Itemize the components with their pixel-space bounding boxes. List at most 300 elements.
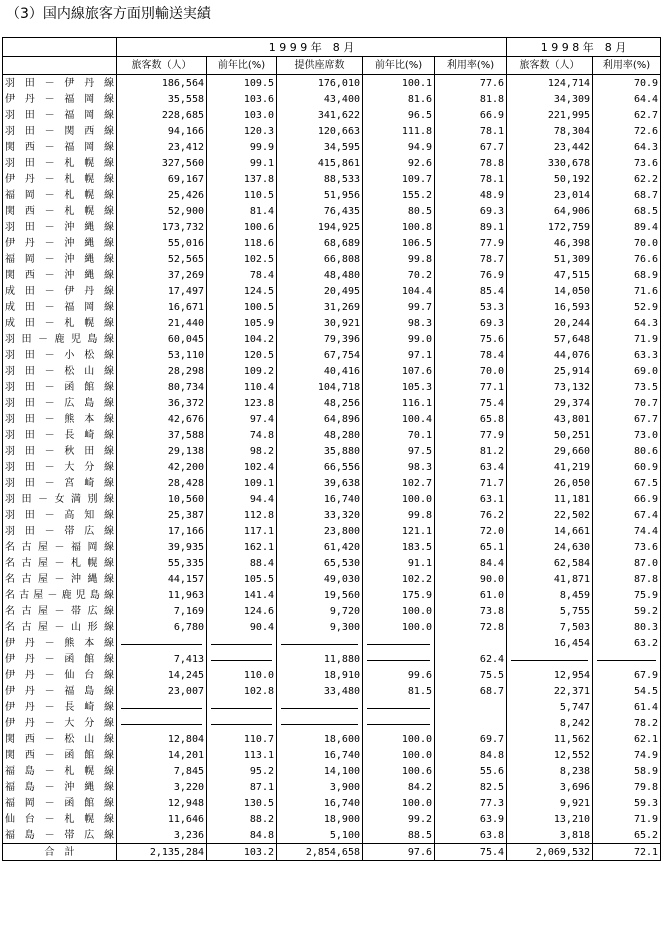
table-cell: 100.0 xyxy=(363,731,435,747)
table-cell: 77.6 xyxy=(435,75,507,92)
not-applicable-dash xyxy=(277,635,363,651)
table-cell: 75.4 xyxy=(435,395,507,411)
table-cell: 51,309 xyxy=(507,251,593,267)
table-cell: 23,800 xyxy=(277,523,363,539)
table-cell: 39,935 xyxy=(117,539,207,555)
total-cell: 97.6 xyxy=(363,844,435,861)
table-row xyxy=(3,219,661,235)
table-cell: 48,480 xyxy=(277,267,363,283)
table-cell: 100.4 xyxy=(363,411,435,427)
table-row xyxy=(3,347,661,363)
table-cell: 11,181 xyxy=(507,491,593,507)
table-cell: 67.7 xyxy=(593,411,661,427)
table-cell: 16,671 xyxy=(117,299,207,315)
table-cell: 124,714 xyxy=(507,75,593,92)
table-cell: 3,236 xyxy=(117,827,207,844)
table-cell: 11,562 xyxy=(507,731,593,747)
table-cell: 79,396 xyxy=(277,331,363,347)
table-row xyxy=(3,731,661,747)
table-cell: 57,648 xyxy=(507,331,593,347)
table-cell: 74.9 xyxy=(593,747,661,763)
table-cell: 96.5 xyxy=(363,107,435,123)
table-cell: 110.5 xyxy=(207,187,277,203)
table-cell: 22,371 xyxy=(507,683,593,699)
table-cell: 415,861 xyxy=(277,155,363,171)
table-cell: 52,900 xyxy=(117,203,207,219)
table-cell: 103.6 xyxy=(207,91,277,107)
table-cell: 87.0 xyxy=(593,555,661,571)
table-cell: 23,442 xyxy=(507,139,593,155)
route-name: 成田－札幌線 xyxy=(3,315,117,331)
route-name: 伊丹－福岡線 xyxy=(3,91,117,107)
route-name: 福岡－函館線 xyxy=(3,795,117,811)
table-cell: 105.9 xyxy=(207,315,277,331)
table-cell: 64.3 xyxy=(593,315,661,331)
table-cell: 67.5 xyxy=(593,475,661,491)
table-row xyxy=(3,571,661,587)
route-name: 羽田－宮崎線 xyxy=(3,475,117,491)
table-cell: 175.9 xyxy=(363,587,435,603)
total-cell: 103.2 xyxy=(207,844,277,861)
table-cell: 69.0 xyxy=(593,363,661,379)
not-applicable-dash xyxy=(207,635,277,651)
table-cell: 84.2 xyxy=(363,779,435,795)
table-cell: 106.5 xyxy=(363,235,435,251)
header-route-blank xyxy=(3,57,117,75)
table-cell: 3,818 xyxy=(507,827,593,844)
route-name: 名古屋－山形線 xyxy=(3,619,117,635)
column-header: 利用率(%) xyxy=(593,57,661,75)
table-row xyxy=(3,363,661,379)
table-cell: 14,100 xyxy=(277,763,363,779)
table-row xyxy=(3,667,661,683)
table-row xyxy=(3,779,661,795)
table-cell: 9,720 xyxy=(277,603,363,619)
table-cell: 92.6 xyxy=(363,155,435,171)
table-cell: 25,387 xyxy=(117,507,207,523)
table-cell: 41,219 xyxy=(507,459,593,475)
table-cell: 61.0 xyxy=(435,587,507,603)
table-cell: 95.2 xyxy=(207,763,277,779)
not-applicable-dash xyxy=(363,699,435,715)
not-applicable-dash xyxy=(277,715,363,731)
table-cell: 31,269 xyxy=(277,299,363,315)
table-cell: 100.6 xyxy=(363,763,435,779)
table-cell: 29,374 xyxy=(507,395,593,411)
table-cell: 68.7 xyxy=(593,187,661,203)
table-cell: 63.3 xyxy=(593,347,661,363)
header-period-1999: 1 9 9 9 年 8 月 xyxy=(117,38,507,57)
table-cell: 16,740 xyxy=(277,795,363,811)
table-cell: 41,871 xyxy=(507,571,593,587)
table-cell: 44,076 xyxy=(507,347,593,363)
table-cell: 14,050 xyxy=(507,283,593,299)
table-row xyxy=(3,763,661,779)
route-name: 関西－福岡線 xyxy=(3,139,117,155)
table-cell: 76.2 xyxy=(435,507,507,523)
table-cell: 94,166 xyxy=(117,123,207,139)
table-row xyxy=(3,507,661,523)
table-cell: 85.4 xyxy=(435,283,507,299)
table-cell: 14,661 xyxy=(507,523,593,539)
table-cell: 33,480 xyxy=(277,683,363,699)
table-cell: 104,718 xyxy=(277,379,363,395)
table-cell: 99.8 xyxy=(363,251,435,267)
column-header: 前年比(%) xyxy=(207,57,277,75)
route-name: 羽田－札幌線 xyxy=(3,155,117,171)
table-cell: 67.7 xyxy=(435,139,507,155)
table-cell: 70.0 xyxy=(435,363,507,379)
table-cell: 8,242 xyxy=(507,715,593,731)
table-cell: 59.3 xyxy=(593,795,661,811)
table-cell: 25,914 xyxy=(507,363,593,379)
route-name: 羽田－沖縄線 xyxy=(3,219,117,235)
table-row xyxy=(3,443,661,459)
table-cell: 71.6 xyxy=(593,283,661,299)
table-cell: 100.6 xyxy=(207,219,277,235)
route-name: 羽田－大分線 xyxy=(3,459,117,475)
table-cell: 110.4 xyxy=(207,379,277,395)
table-cell: 47,515 xyxy=(507,267,593,283)
table-cell: 42,676 xyxy=(117,411,207,427)
table-cell: 81.4 xyxy=(207,203,277,219)
table-cell: 7,413 xyxy=(117,651,207,667)
table-cell: 7,845 xyxy=(117,763,207,779)
table-cell: 66.9 xyxy=(435,107,507,123)
table-cell: 70.0 xyxy=(593,235,661,251)
table-cell: 64,906 xyxy=(507,203,593,219)
table-cell: 81.8 xyxy=(435,91,507,107)
table-row xyxy=(3,811,661,827)
route-name: 伊丹－大分線 xyxy=(3,715,117,731)
table-cell: 73.5 xyxy=(593,379,661,395)
not-applicable-dash xyxy=(363,651,435,667)
table-cell: 17,166 xyxy=(117,523,207,539)
table-cell: 34,309 xyxy=(507,91,593,107)
table-row xyxy=(3,171,661,187)
table-cell: 78.4 xyxy=(207,267,277,283)
table-cell: 72.6 xyxy=(593,123,661,139)
table-row xyxy=(3,123,661,139)
not-applicable-dash xyxy=(117,635,207,651)
total-cell: 72.1 xyxy=(593,844,661,861)
table-cell: 80.3 xyxy=(593,619,661,635)
table-cell: 130.5 xyxy=(207,795,277,811)
table-cell: 99.8 xyxy=(363,507,435,523)
table-cell: 102.4 xyxy=(207,459,277,475)
route-name: 名古屋－沖縄線 xyxy=(3,571,117,587)
table-cell: 67,754 xyxy=(277,347,363,363)
not-applicable-dash xyxy=(363,715,435,731)
table-cell: 71.7 xyxy=(435,475,507,491)
table-cell: 99.9 xyxy=(207,139,277,155)
table-cell: 107.6 xyxy=(363,363,435,379)
table-cell: 52,565 xyxy=(117,251,207,267)
table-cell: 124.5 xyxy=(207,283,277,299)
table-row xyxy=(3,395,661,411)
table-cell: 67.9 xyxy=(593,667,661,683)
table-cell: 49,030 xyxy=(277,571,363,587)
table-cell: 66.9 xyxy=(593,491,661,507)
route-name: 仙台－札幌線 xyxy=(3,811,117,827)
table-cell: 21,440 xyxy=(117,315,207,331)
page-title: （3）国内線旅客方面別輸送実績 xyxy=(6,6,211,22)
table-cell: 117.1 xyxy=(207,523,277,539)
table-cell: 113.1 xyxy=(207,747,277,763)
route-name: 福岡－沖縄線 xyxy=(3,251,117,267)
not-applicable-dash xyxy=(207,699,277,715)
table-cell: 65.1 xyxy=(435,539,507,555)
table-cell: 69.3 xyxy=(435,315,507,331)
table-cell: 70.7 xyxy=(593,395,661,411)
table-cell: 109.2 xyxy=(207,363,277,379)
table-cell: 62.1 xyxy=(593,731,661,747)
table-cell: 94.9 xyxy=(363,139,435,155)
table-cell: 55,016 xyxy=(117,235,207,251)
table-cell: 99.2 xyxy=(363,811,435,827)
route-name: 福岡－札幌線 xyxy=(3,187,117,203)
table-row xyxy=(3,379,661,395)
column-header: 旅客数（人） xyxy=(507,57,593,75)
table-row xyxy=(3,747,661,763)
table-cell: 100.1 xyxy=(363,75,435,92)
route-name: 福島－沖縄線 xyxy=(3,779,117,795)
table-row xyxy=(3,427,661,443)
route-name: 羽田－長崎線 xyxy=(3,427,117,443)
table-cell: 73.8 xyxy=(435,603,507,619)
table-row xyxy=(3,107,661,123)
table-cell: 102.2 xyxy=(363,571,435,587)
total-cell: 2,854,658 xyxy=(277,844,363,861)
table-cell: 73.6 xyxy=(593,155,661,171)
table-cell: 66,556 xyxy=(277,459,363,475)
table-cell: 109.7 xyxy=(363,171,435,187)
table-cell: 39,638 xyxy=(277,475,363,491)
route-name: 伊丹－函館線 xyxy=(3,651,117,667)
route-name: 羽田－小松線 xyxy=(3,347,117,363)
table-cell: 228,685 xyxy=(117,107,207,123)
table-cell: 90.4 xyxy=(207,619,277,635)
table-cell: 18,600 xyxy=(277,731,363,747)
table-cell: 63.9 xyxy=(435,811,507,827)
table-cell: 36,372 xyxy=(117,395,207,411)
table-cell: 105.5 xyxy=(207,571,277,587)
table-cell: 99.1 xyxy=(207,155,277,171)
table-cell: 81.6 xyxy=(363,91,435,107)
table-cell: 43,801 xyxy=(507,411,593,427)
table-row xyxy=(3,635,661,651)
route-name: 羽田－関西線 xyxy=(3,123,117,139)
route-name: 関西－沖縄線 xyxy=(3,267,117,283)
table-cell: 12,954 xyxy=(507,667,593,683)
table-row xyxy=(3,331,661,347)
table-cell: 109.1 xyxy=(207,475,277,491)
table-cell: 68.7 xyxy=(435,683,507,699)
table-cell: 67.4 xyxy=(593,507,661,523)
table-cell: 8,459 xyxy=(507,587,593,603)
table-cell: 62.2 xyxy=(593,171,661,187)
table-cell: 11,880 xyxy=(277,651,363,667)
column-header: 提供座席数 xyxy=(277,57,363,75)
table-cell: 78.1 xyxy=(435,171,507,187)
table-cell: 73,132 xyxy=(507,379,593,395)
table-cell: 77.3 xyxy=(435,795,507,811)
table-cell: 73.6 xyxy=(593,539,661,555)
table-cell: 3,696 xyxy=(507,779,593,795)
table-cell: 102.8 xyxy=(207,683,277,699)
table-row xyxy=(3,475,661,491)
table-cell: 116.1 xyxy=(363,395,435,411)
table-cell: 16,593 xyxy=(507,299,593,315)
table-cell: 28,298 xyxy=(117,363,207,379)
table-row xyxy=(3,587,661,603)
table-row xyxy=(3,795,661,811)
table-cell: 68.5 xyxy=(593,203,661,219)
table-cell: 23,007 xyxy=(117,683,207,699)
table-cell: 70.2 xyxy=(363,267,435,283)
route-name: 羽田－福岡線 xyxy=(3,107,117,123)
table-cell: 102.7 xyxy=(363,475,435,491)
table-cell: 72.8 xyxy=(435,619,507,635)
table-cell: 120.3 xyxy=(207,123,277,139)
not-applicable-dash xyxy=(207,715,277,731)
column-header: 利用率(%) xyxy=(435,57,507,75)
route-name: 羽田－函館線 xyxy=(3,379,117,395)
table-row xyxy=(3,411,661,427)
table-cell: 77.9 xyxy=(435,427,507,443)
table-cell: 16,740 xyxy=(277,747,363,763)
table-row xyxy=(3,827,661,844)
not-applicable-dash xyxy=(207,651,277,667)
route-name: 伊丹－長崎線 xyxy=(3,699,117,715)
table-cell: 61,420 xyxy=(277,539,363,555)
table-cell: 183.5 xyxy=(363,539,435,555)
table-cell: 60.9 xyxy=(593,459,661,475)
table-cell xyxy=(435,699,507,715)
table-cell: 110.7 xyxy=(207,731,277,747)
table-row xyxy=(3,299,661,315)
route-name: 羽田－松山線 xyxy=(3,363,117,379)
route-name: 羽田－鹿児島線 xyxy=(3,331,117,347)
table-cell: 75.5 xyxy=(435,667,507,683)
table-cell: 100.0 xyxy=(363,795,435,811)
table-cell: 24,630 xyxy=(507,539,593,555)
table-cell: 155.2 xyxy=(363,187,435,203)
table-cell: 84.8 xyxy=(435,747,507,763)
table-cell: 176,010 xyxy=(277,75,363,92)
table-cell: 120,663 xyxy=(277,123,363,139)
table-cell: 90.0 xyxy=(435,571,507,587)
table-cell: 162.1 xyxy=(207,539,277,555)
table-cell: 103.0 xyxy=(207,107,277,123)
table-row xyxy=(3,187,661,203)
table-row xyxy=(3,139,661,155)
table-cell: 63.4 xyxy=(435,459,507,475)
table-cell: 65.8 xyxy=(435,411,507,427)
table-cell: 53,110 xyxy=(117,347,207,363)
table-row xyxy=(3,315,661,331)
table-cell: 33,320 xyxy=(277,507,363,523)
table-cell: 18,910 xyxy=(277,667,363,683)
table-cell: 97.5 xyxy=(363,443,435,459)
total-cell: 2,069,532 xyxy=(507,844,593,861)
route-name: 羽田－熊本線 xyxy=(3,411,117,427)
header-blank xyxy=(3,38,117,57)
table-cell: 88.2 xyxy=(207,811,277,827)
table-cell: 12,804 xyxy=(117,731,207,747)
table-cell: 80,734 xyxy=(117,379,207,395)
total-cell: 2,135,284 xyxy=(117,844,207,861)
table-cell: 40,416 xyxy=(277,363,363,379)
table-cell: 88.4 xyxy=(207,555,277,571)
table-cell: 100.0 xyxy=(363,491,435,507)
table-cell: 98.3 xyxy=(363,315,435,331)
table-cell: 173,732 xyxy=(117,219,207,235)
not-applicable-dash xyxy=(117,715,207,731)
table-cell: 50,251 xyxy=(507,427,593,443)
table-cell: 62.7 xyxy=(593,107,661,123)
route-name: 名古屋－鹿児島線 xyxy=(3,587,117,603)
table-cell: 51,956 xyxy=(277,187,363,203)
table-cell: 78.8 xyxy=(435,155,507,171)
route-name: 関西－松山線 xyxy=(3,731,117,747)
table-cell: 14,245 xyxy=(117,667,207,683)
route-name: 伊丹－札幌線 xyxy=(3,171,117,187)
table-cell: 70.1 xyxy=(363,427,435,443)
table-cell: 7,169 xyxy=(117,603,207,619)
table-cell: 78.2 xyxy=(593,715,661,731)
table-row xyxy=(3,91,661,107)
table-cell: 50,192 xyxy=(507,171,593,187)
table-cell: 12,948 xyxy=(117,795,207,811)
table-cell: 62.4 xyxy=(435,651,507,667)
domestic-route-results-table xyxy=(2,37,661,861)
table-row xyxy=(3,539,661,555)
table-cell: 63.1 xyxy=(435,491,507,507)
table-cell: 73.0 xyxy=(593,427,661,443)
table-cell: 11,963 xyxy=(117,587,207,603)
route-name: 羽田－女満別線 xyxy=(3,491,117,507)
table-cell: 9,300 xyxy=(277,619,363,635)
table-cell: 42,200 xyxy=(117,459,207,475)
route-name: 成田－福岡線 xyxy=(3,299,117,315)
table-row xyxy=(3,651,661,667)
table-cell: 48.9 xyxy=(435,187,507,203)
table-row xyxy=(3,715,661,731)
table-cell: 54.5 xyxy=(593,683,661,699)
table-cell: 100.8 xyxy=(363,219,435,235)
table-cell: 29,138 xyxy=(117,443,207,459)
table-cell: 77.1 xyxy=(435,379,507,395)
table-cell: 137.8 xyxy=(207,171,277,187)
table-cell: 20,244 xyxy=(507,315,593,331)
table-cell: 52.9 xyxy=(593,299,661,315)
table-cell: 68,689 xyxy=(277,235,363,251)
table-cell: 58.9 xyxy=(593,763,661,779)
table-cell: 19,560 xyxy=(277,587,363,603)
table-cell: 98.2 xyxy=(207,443,277,459)
table-cell: 69.7 xyxy=(435,731,507,747)
table-cell: 35,558 xyxy=(117,91,207,107)
table-cell: 111.8 xyxy=(363,123,435,139)
table-cell: 6,780 xyxy=(117,619,207,635)
table-cell: 104.2 xyxy=(207,331,277,347)
table-row xyxy=(3,235,661,251)
table-cell: 16,740 xyxy=(277,491,363,507)
table-cell: 84.8 xyxy=(207,827,277,844)
table-row xyxy=(3,683,661,699)
table-cell: 121.1 xyxy=(363,523,435,539)
